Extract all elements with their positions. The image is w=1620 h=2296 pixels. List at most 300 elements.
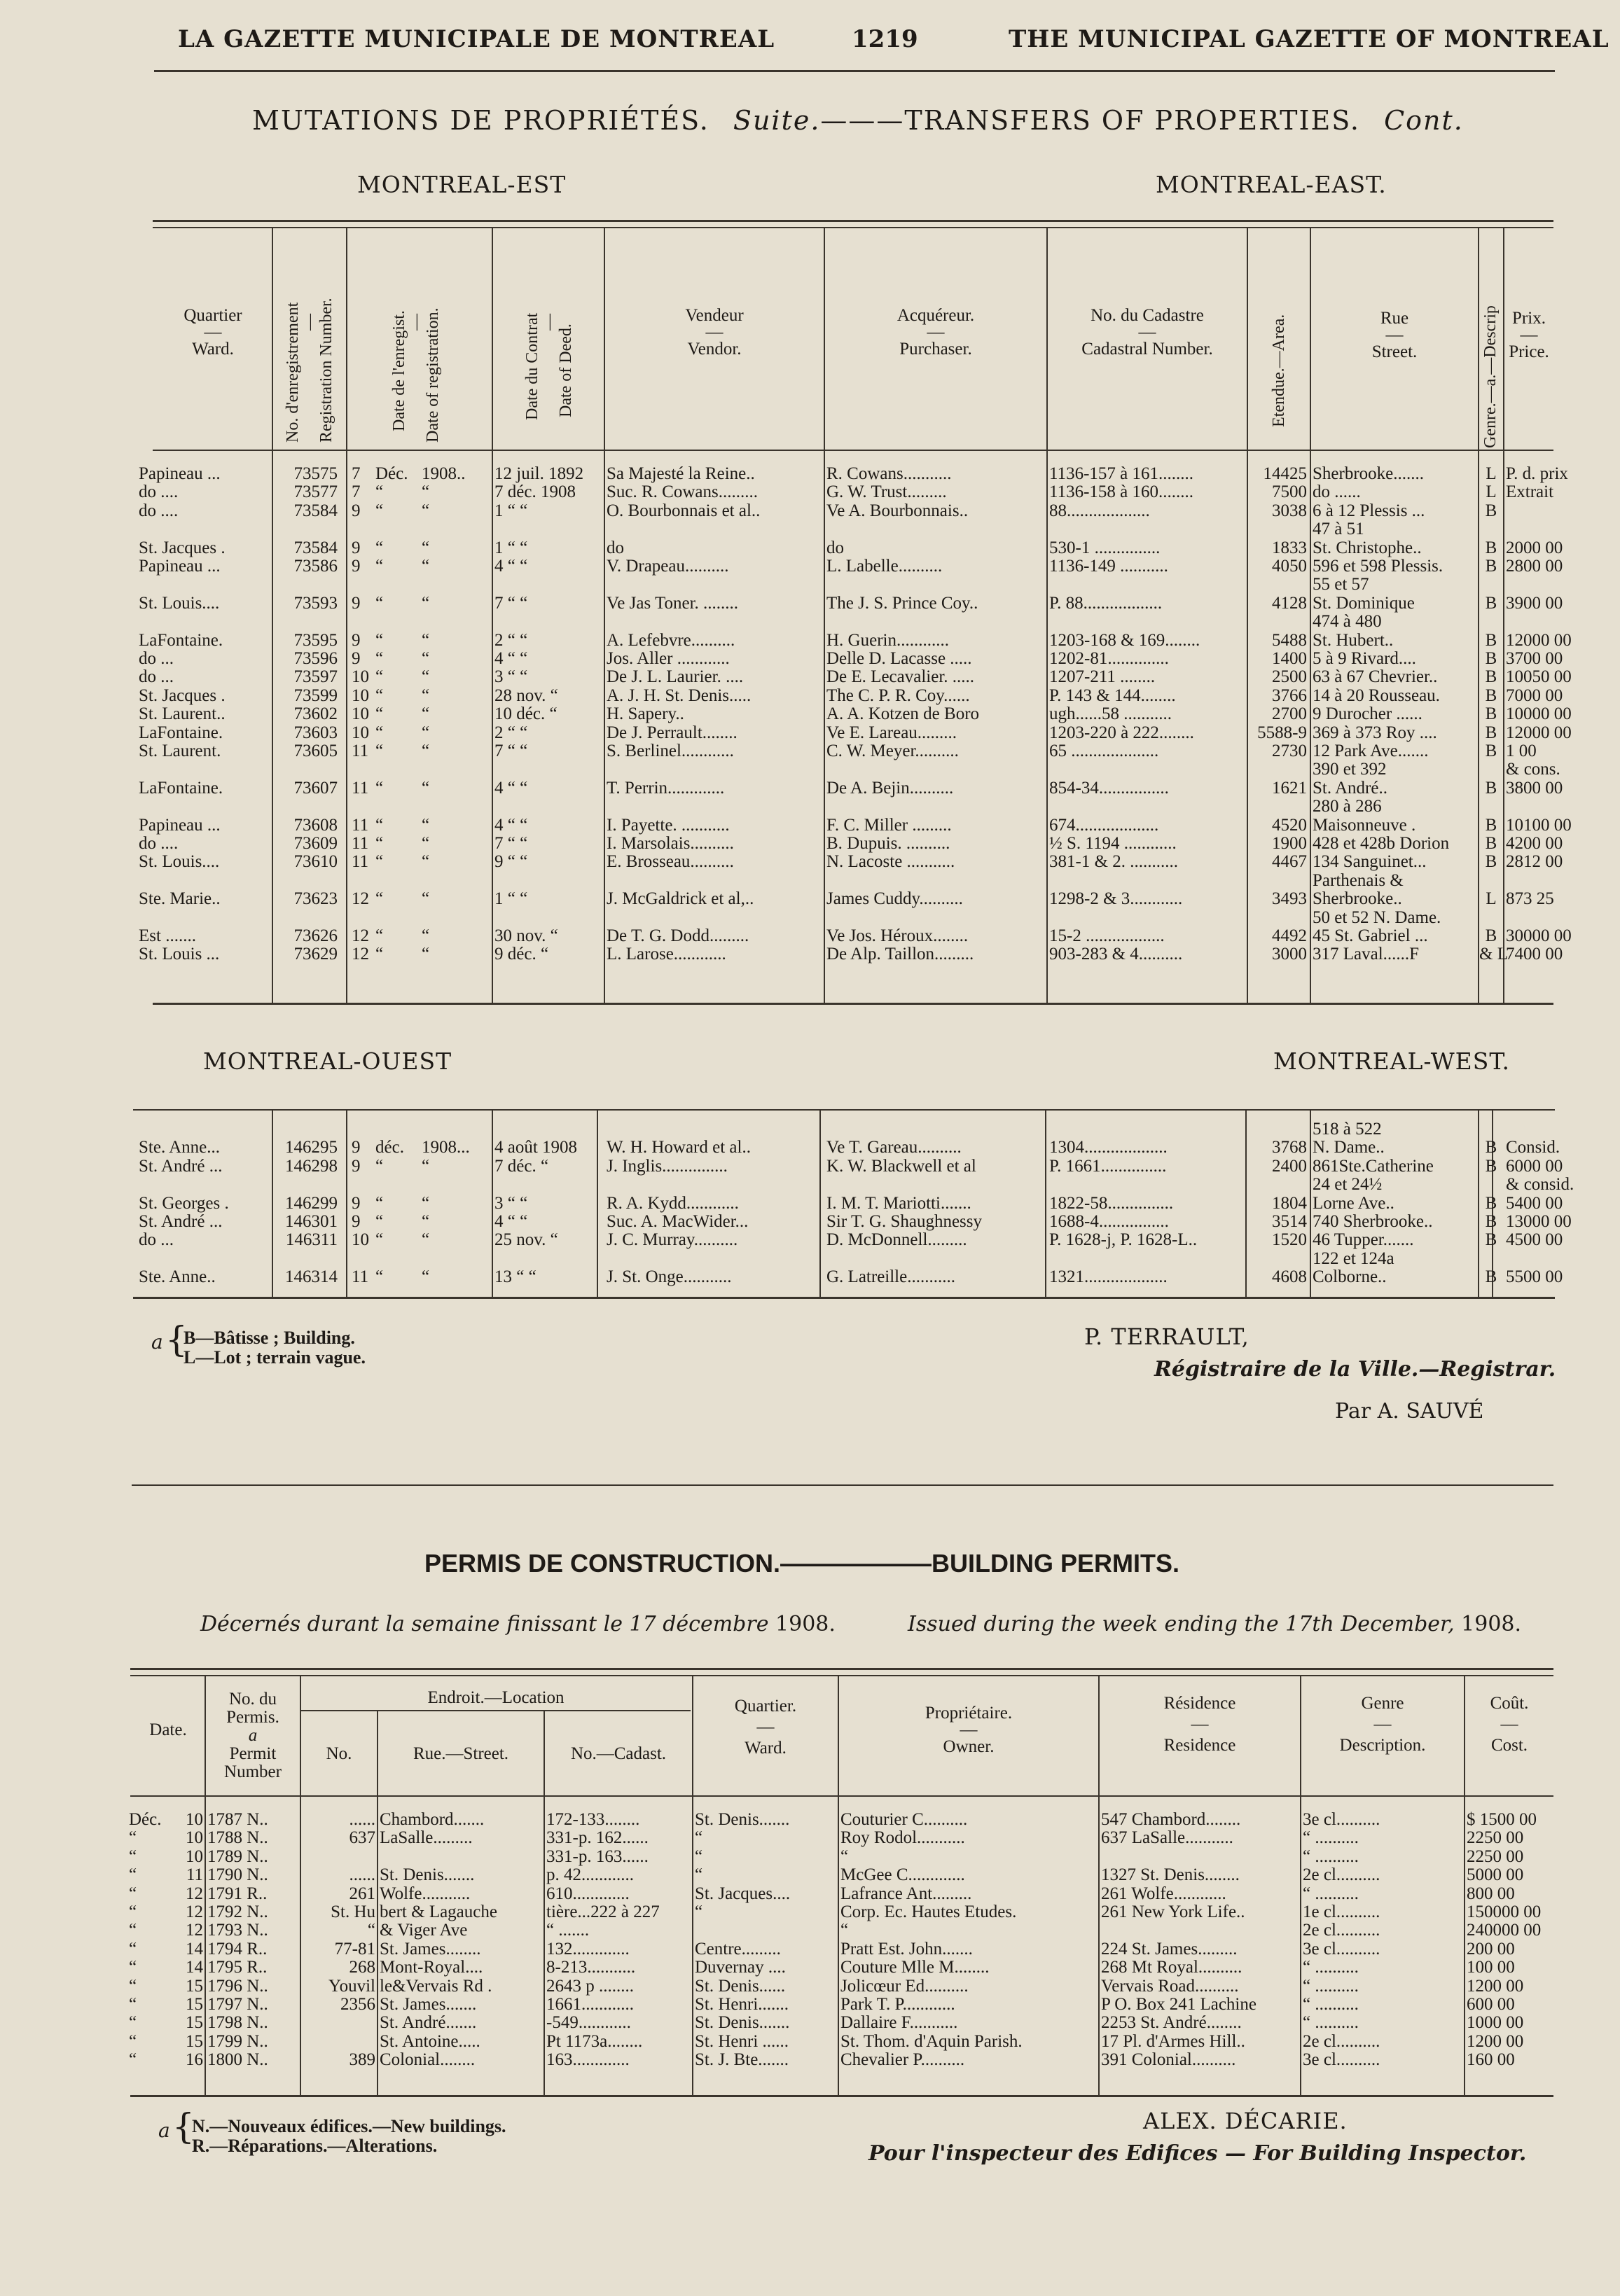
p-hdr-owner-fr: Propriétaire. [925,1704,1013,1723]
cell-month: “ [129,1865,137,1885]
table-row [0,1866,1620,1884]
cell-cad: 15-2 .................. [1049,926,1165,945]
running-header-right: THE MUNICIPAL GAZETTE OF MONTREAL [1009,25,1609,53]
cell-mon: “ [375,889,384,909]
table-row [0,909,1620,927]
cell-vendor: J. McGaldrick et al,.. [607,889,754,909]
cell-res: 261 New York Life.. [1101,1902,1245,1921]
cell-area: 2400 [1272,1156,1307,1176]
hdr-regno-fr: No. d'enregistrement [284,302,302,443]
table-row [0,705,1620,723]
mut-legend-l: L—Lot ; terrain vague. [184,1347,366,1368]
cell-reg: 73586 [293,557,338,576]
cell-vendor: De J. Perrault........ [607,723,738,742]
cell-street: St. James....... [380,1995,477,2014]
cell-cost: 240000 00 [1467,1921,1542,1940]
cell-cad: 1822-58............... [1049,1193,1174,1213]
cell-yr: “ [422,630,430,650]
cell-mon: “ [375,649,384,668]
cell-deed: 13 “ “ [494,1267,536,1287]
cell-no: 261 [349,1884,375,1903]
building-permits-table [0,1811,1620,2091]
p-hdr-genre-en: Description. [1339,1736,1426,1755]
cell-owner: Jolicœur Ed.......... [840,1976,969,1996]
cell-yr: “ [422,742,430,760]
p-hdr-owner-dash: — [960,1720,978,1739]
cell-price: 7400 00 [1506,945,1563,964]
table-row [0,1250,1620,1268]
cell-cad: 1207-211 ........ [1049,667,1156,687]
cell-permit: 1792 N.. [207,1902,268,1921]
cell-cad: 1136-149 ........... [1049,557,1168,576]
cell-reg: 73597 [293,667,338,687]
cell-g: L [1486,482,1497,502]
cell-day: 9 [352,630,361,650]
hdr-price-en: Price. [1509,342,1549,361]
cell-street: & Viger Ave [380,1921,468,1940]
cell-cad: 674................... [1049,815,1159,835]
cell-purchaser: R. Cowans........... [826,464,952,483]
cell-ward: St. Laurent.. [139,704,226,724]
permits-title [424,1549,1179,1578]
cell-vendor: S. Berlinel............ [607,742,734,760]
cell-cost: 1200 00 [1467,2031,1524,2051]
cell-area: 2700 [1272,704,1307,724]
cell-price: 3800 00 [1506,778,1563,798]
cell-mon: “ [375,1156,384,1176]
cell-cad: 1202-81.............. [1049,649,1169,668]
cell-day: 7 [352,464,361,483]
cell-street: St. Hubert.. [1313,630,1394,650]
cell-day: 15 [186,1976,203,1996]
mut-top-rule [153,220,1553,222]
cell-deed: 1 “ “ [494,501,528,520]
mutations-title-en: TRANSFERS OF PROPERTIES. [904,105,1360,136]
cell-mon: “ [375,945,384,964]
sub-en-c: 1908. [1461,1612,1522,1636]
cell-cad: 1136-158 à 160........ [1049,482,1193,502]
cell-g: B [1485,557,1497,576]
p-hdr-cost [1465,1693,1553,1756]
cell-mon: “ [375,1212,384,1231]
cell-cad: 132............. [546,1939,630,1958]
cell-day: 15 [186,2031,203,2051]
cell-vendor: I. Marsolais.......... [607,834,734,853]
table-row [0,1195,1620,1213]
cell-deed: 12 juil. 1892 [494,464,584,483]
cell-g: L [1486,889,1497,909]
cell-street: 50 et 52 N. Dame. [1313,907,1441,927]
cell-cost: 5000 00 [1467,1865,1524,1885]
cell-street: 134 Sanguinet... [1313,852,1427,872]
cell-cost: 2250 00 [1467,1846,1524,1866]
cell-cost: 2250 00 [1467,1828,1524,1848]
cell-genre: 2e cl.......... [1303,1865,1380,1885]
cell-cost: 160 00 [1467,2050,1515,2070]
permits-subtitle-fr [200,1612,836,1636]
cell-ward: St. Laurent. [139,742,221,760]
cell-vendor: H. Sapery.. [607,704,684,724]
cell-reg: 73602 [293,704,338,724]
cell-ward: Centre......... [695,1939,781,1958]
cell-yr: “ [422,501,430,520]
cell-ward: do ... [139,667,174,687]
cell-purchaser: G. W. Trust......... [826,482,947,502]
separator-rule [132,1484,1553,1486]
cell-area: 3493 [1272,889,1307,909]
cell-month: “ [129,1939,137,1958]
table-row [0,945,1620,963]
table-row [0,2014,1620,2032]
cell-g: B [1485,815,1497,835]
cell-yr: “ [422,926,430,945]
cell-street: Chambord....... [380,1810,485,1829]
cell-month: “ [129,2050,137,2070]
cell-yr: “ [422,1212,430,1231]
cell-g: B [1485,778,1497,798]
cell-yr: “ [422,1193,430,1213]
cell-reg: 73609 [293,834,338,853]
cell-area: 14425 [1263,464,1307,483]
cell-ward: LaFontaine. [139,778,223,798]
cell-yr: “ [422,1230,430,1250]
hdr-regno-en: Registration Number. [317,298,335,443]
cell-day: 9 [352,1156,361,1176]
cell-cad: 65 .................... [1049,742,1159,760]
cell-vendor: J. Inglis............... [607,1156,728,1176]
inspector-name: ALEX. DÉCARIE. [1143,2108,1348,2134]
p-hdr-cost-dash: — [1500,1715,1518,1734]
cell-day: 11 [352,834,369,853]
cell-street: Sherbrooke.. [1313,889,1402,909]
cell-cad: “ ....... [546,1921,590,1940]
cell-cad: 2643 p ........ [546,1976,634,1996]
cell-price: 2812 00 [1506,852,1563,872]
cell-cad: ½ S. 1194 ............ [1049,834,1177,853]
sub-fr-b: 17 décembre [629,1612,769,1636]
cell-street: 317 Laval......F [1313,945,1420,964]
table-row [0,632,1620,650]
cell-ward: St. Louis ... [139,945,220,964]
cell-deed: 9 déc. “ [494,945,549,964]
permit-legend-n: N.—Nouveaux édifices.—New buildings. [192,2116,506,2136]
table-row [0,724,1620,742]
cell-g: B [1485,723,1497,742]
cell-permit: 1799 N.. [207,2031,268,2051]
cell-mon: “ [375,815,384,835]
cell-cad: ugh......58 ........... [1049,704,1172,724]
mut-bottom-rule [153,1003,1553,1005]
p-hdr-no: No. [326,1744,352,1763]
cell-reg: 146301 [285,1212,338,1231]
p-hdr-ward [693,1696,838,1759]
cell-cost: 800 00 [1467,1884,1515,1903]
cell-reg: 73599 [293,686,338,705]
cell-yr: “ [422,667,430,687]
cell-purchaser: Ve Jos. Héroux........ [826,926,969,945]
cell-reg: 73575 [293,464,338,483]
cell-street: 122 et 124a [1313,1248,1394,1268]
cell-month: “ [129,1902,137,1921]
cell-g: B [1485,1138,1497,1157]
cell-no: 637 [349,1828,375,1848]
cell-day: 7 [352,482,361,502]
cell-ward: Papineau ... [139,557,221,576]
cell-ward: St. Jacques . [139,538,226,557]
p-hdr-owner-en: Owner. [943,1737,995,1756]
cell-ward: St. J. Bte....... [695,2050,789,2070]
cell-res: 268 Mt Royal.......... [1101,1958,1242,1977]
cell-cad: 1203-220 à 222........ [1049,723,1194,742]
cell-cad: 1321................... [1049,1267,1168,1287]
cell-area: 4520 [1272,815,1307,835]
table-row [0,1829,1620,1847]
cell-reg: 73608 [293,815,338,835]
hdr-price [1504,308,1553,363]
cell-genre: “ .......... [1303,1958,1359,1977]
cell-genre: 2e cl.......... [1303,2031,1380,2051]
cell-ward: St. Henri ...... [695,2031,789,2051]
table-row [0,927,1620,945]
cell-price: 6000 00 [1506,1156,1563,1176]
cell-genre: “ .......... [1303,1976,1359,1996]
table-row [0,2051,1620,2069]
cell-purchaser: L. Labelle.......... [826,557,943,576]
hdr-genre: Genre.—a.—Descrip [1481,305,1500,448]
cell-yr: “ [422,686,430,705]
cell-price: P. d. prix [1506,464,1568,483]
table-row [0,798,1620,816]
cell-permit: 1798 N.. [207,2013,268,2033]
cell-area: 1400 [1272,649,1307,668]
cell-cad: 163............. [546,2050,630,2070]
cell-g: B [1485,667,1497,687]
table-row [0,1811,1620,1829]
cell-purchaser: B. Dupuis. .......... [826,834,950,853]
cell-permit: 1797 N.. [207,1995,268,2014]
cell-deed: 3 “ “ [494,667,528,687]
cell-ward: “ [695,1846,703,1866]
cell-price: & cons. [1506,760,1560,779]
cell-res: Vervais Road.......... [1101,1976,1239,1996]
table-row [0,613,1620,631]
cell-area: 3768 [1272,1138,1307,1157]
cell-mon: “ [375,686,384,705]
cell-res: 1327 St. Denis........ [1101,1865,1240,1885]
cell-day: 10 [352,704,369,724]
cell-month: “ [129,2031,137,2051]
cell-reg: 73603 [293,723,338,742]
cell-purchaser: H. Guerin............ [826,630,949,650]
hdr-purchaser-en: Purchaser. [899,340,972,359]
cell-deed: 9 “ “ [494,852,528,872]
cell-vendor: De T. G. Dodd......... [607,926,749,945]
cell-cad: 1661............ [546,1995,634,2014]
cell-g: B [1485,686,1497,705]
mutations-cont: Cont. [1384,105,1464,136]
p-hdr-location: Endroit.—Location [427,1688,565,1707]
cell-yr: 1908.. [422,464,466,483]
cell-cad: 530-1 ............... [1049,538,1161,557]
cell-no: Youvil [328,1976,375,1996]
cell-ward: Papineau ... [139,464,221,483]
cell-street: 46 Tupper....... [1313,1230,1414,1250]
sub-en-a: Issued during the week ending the [908,1612,1279,1636]
cell-deed: 3 “ “ [494,1193,528,1213]
cell-owner: “ [840,1846,849,1866]
cell-day: 10 [352,667,369,687]
cell-g: & L [1479,945,1508,964]
cell-permit: 1796 N.. [207,1976,268,1996]
montreal-ouest-label: MONTREAL-OUEST [203,1048,452,1075]
cell-ward: St. André ... [139,1156,223,1176]
cell-cad: Pt 1173a........ [546,2031,643,2051]
cell-deed: 4 août 1908 [494,1138,578,1157]
cell-purchaser: De E. Lecavalier. ..... [826,667,975,687]
cell-cad: 381-1 & 2. ........... [1049,852,1179,872]
cell-no: ...... [349,1810,375,1829]
table-row [0,520,1620,538]
p-hdr-street: Rue.—Street. [413,1744,509,1763]
cell-ward: do .... [139,834,179,853]
permit-bottom-rule [130,2095,1553,2097]
cell-street: Colonial........ [380,2050,476,2070]
cell-price: 5400 00 [1506,1193,1563,1213]
p-hdr-residence [1100,1693,1300,1756]
cell-purchaser: G. Latreille........... [826,1267,955,1287]
hdr-cadastre-en: Cadastral Number. [1081,340,1213,359]
cell-permit: 1793 N.. [207,1921,268,1940]
cell-vendor: R. A. Kydd............ [607,1193,739,1213]
cell-purchaser: Ve A. Bourbonnais.. [826,501,969,520]
cell-ward: LaFontaine. [139,630,223,650]
cell-price: Extrait [1506,482,1554,502]
cell-purchaser: Ve E. Lareau......... [826,723,957,742]
permits-subtitle-en [908,1612,1521,1636]
cell-price: 12000 00 [1506,630,1572,650]
p-hdr-cost-fr: Coût. [1490,1694,1529,1713]
cell-day: 10 [186,1846,203,1866]
cell-street: 47 à 51 [1313,520,1364,539]
cell-yr: “ [422,1267,430,1287]
cell-res: 261 Wolfe............ [1101,1884,1226,1903]
cell-owner: Couture Mlle M........ [840,1958,990,1977]
cell-deed: 30 nov. “ [494,926,558,945]
cell-day: 15 [186,1995,203,2014]
cell-area: 4608 [1272,1267,1307,1287]
mut-header-rule [153,450,1553,451]
cell-res: 637 LaSalle........... [1101,1828,1233,1848]
cell-ward: St. Denis....... [695,1810,790,1829]
cell-street: Colborne.. [1313,1267,1387,1287]
table-row [0,650,1620,668]
cell-cad: P. 1628-j, P. 1628-L.. [1049,1230,1198,1250]
p-hdr-permit-0: No. du [228,1690,277,1709]
cell-month: “ [129,1995,137,2014]
cell-mon: “ [375,926,384,945]
cell-price: 2000 00 [1506,538,1563,557]
cell-ward: do .... [139,482,179,502]
cell-yr: “ [422,593,430,613]
cell-g: B [1485,538,1497,557]
cell-reg: 73626 [293,926,338,945]
cell-reg: 73629 [293,945,338,964]
p-hdr-res-en: Residence [1163,1736,1236,1755]
cell-deed: 28 nov. “ [494,686,558,705]
cell-g: B [1485,852,1497,872]
cell-street: St. André....... [380,2013,477,2033]
cell-ward: St. Louis.... [139,852,220,872]
cell-owner: Corp. Ec. Hautes Etudes. [840,1902,1017,1921]
montreal-west-label: MONTREAL-WEST. [1273,1048,1511,1075]
hdr-ward [155,305,270,360]
cell-permit: 1800 N.. [207,2050,268,2070]
cell-res: 224 St. James......... [1101,1939,1238,1958]
cell-cost: 1200 00 [1467,1976,1524,1996]
cell-mon: “ [375,593,384,613]
cell-mon: “ [375,557,384,576]
hdr-purchaser-fr: Acquéreur. [896,306,975,325]
cell-area: 3766 [1272,686,1307,705]
cell-genre: “ .......... [1303,1828,1359,1848]
cell-yr: 1908... [422,1138,470,1157]
cell-mon: “ [375,778,384,798]
hdr-deed-dash: — [540,314,558,331]
cell-genre: “ .......... [1303,1884,1359,1903]
cell-area: 4467 [1272,852,1307,872]
cell-ward: “ [695,1828,703,1848]
cell-yr: “ [422,778,430,798]
cell-vendor: A. J. H. St. Denis..... [607,686,752,705]
cell-ward: “ [695,1902,703,1921]
cell-deed: 7 “ “ [494,593,528,613]
cell-street: 12 Park Ave....... [1313,742,1429,760]
cell-yr: “ [422,649,430,668]
table-row [0,576,1620,594]
cell-street: 5 à 9 Rivard.... [1313,649,1416,668]
cell-street: 14 à 20 Rousseau. [1313,686,1440,705]
cell-area: 1520 [1272,1230,1307,1250]
permit-header-rule [130,1795,1553,1797]
cell-yr: “ [422,1156,430,1176]
hdr-regdate-fr: Date de l'enregist. [390,310,408,431]
cell-day: 15 [186,2013,203,2033]
registrar-par: Par A. SAUVÉ [1335,1399,1484,1424]
mut-top-rule-2 [153,227,1553,228]
cell-street: Maisonneuve . [1313,815,1416,835]
cell-cad: 88................... [1049,501,1150,520]
cell-vendor: I. Payette. ........... [607,815,730,835]
p-hdr-permit-4: Number [224,1762,282,1781]
cell-day: 14 [186,1939,203,1958]
hdr-vendor-en: Vendor. [687,340,742,359]
cell-g: B [1485,1267,1497,1287]
cell-cost: 100 00 [1467,1958,1515,1977]
p-hdr-permit-2: a [248,1726,258,1745]
cell-reg: 73593 [293,593,338,613]
cell-area: 4128 [1272,593,1307,613]
cell-deed: 10 déc. “ [494,704,558,724]
table-row [0,779,1620,798]
cell-street: Parthenais & [1313,870,1404,890]
cell-cad: 172-133........ [546,1810,640,1829]
cell-price: 30000 00 [1506,926,1572,945]
p-hdr-permit [206,1690,300,1781]
cell-price: Consid. [1506,1138,1560,1157]
cell-vendor: Suc. R. Cowans......... [607,482,758,502]
cell-day: 12 [186,1902,203,1921]
cell-deed: 7 déc. 1908 [494,482,576,502]
